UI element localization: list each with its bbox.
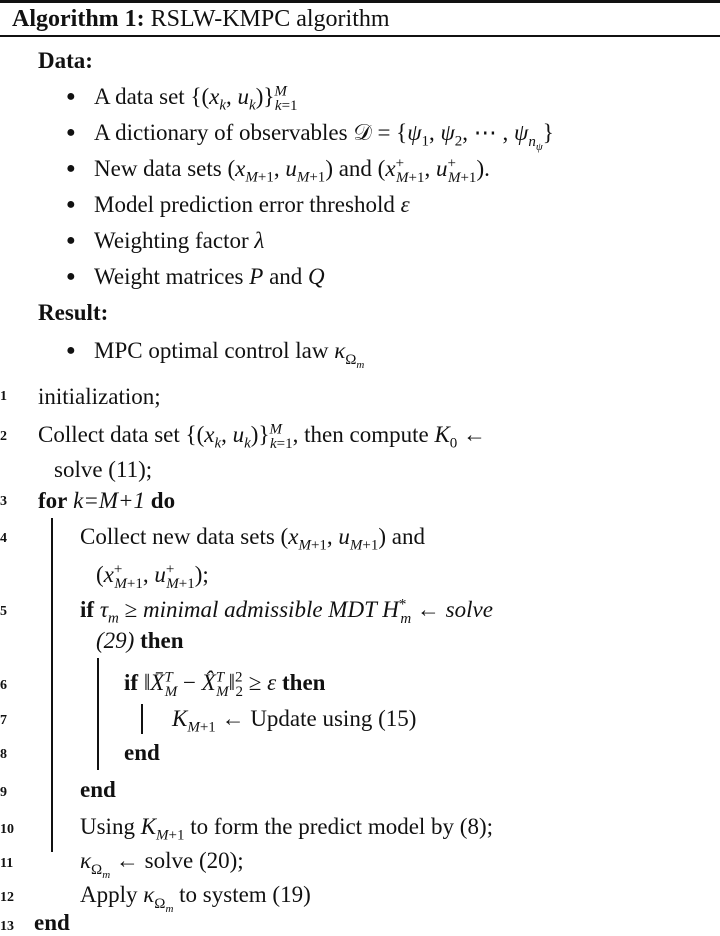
bullet-icon: ● (66, 196, 76, 213)
algorithm-title: RSLW-KMPC algorithm (150, 6, 390, 32)
bullet-icon: ● (66, 88, 76, 105)
bullet-icon: ● (66, 232, 76, 249)
algorithm-caption (12, 6, 390, 33)
bullet-icon: ● (66, 160, 76, 177)
data-heading: Data: (38, 48, 93, 73)
step-number: 6 (0, 678, 7, 693)
step-number: 13 (0, 919, 14, 934)
step-8: end (124, 740, 160, 765)
data-item-2: A dictionary of observables 𝒟 = {$\psi_1$, $\psi_2$, ⋯ , $\psi_{n_\psi}$} (94, 120, 554, 153)
step-5-continued: (29) then (96, 628, 184, 653)
result-item-1: MPC optimal control law $\kappa_{\Omega_m}$ (94, 338, 365, 371)
step-number: 9 (0, 785, 7, 800)
step-1: initialization; (38, 384, 161, 409)
step-7: $K_{M+1}$ ← Update using (15) (172, 706, 417, 736)
top-rule (0, 0, 720, 3)
bullet-icon: ● (66, 268, 76, 285)
step-4: Collect new data sets ($x_{M+1}$, $u_{M+1}$) and (80, 524, 425, 554)
step-4-continued: ($x^+_{M+1}$, $u^+_{M+1}$); (96, 561, 209, 592)
data-item-4: Model prediction error threshold ε (94, 192, 410, 217)
step-10: Using $K_{M+1}$ to form the predict model by (8); (80, 814, 494, 844)
step-5: if $\tau_m$ ≥ minimal admissible MDT $H^*_m$ ← solve (80, 596, 493, 627)
step-number: 5 (0, 604, 7, 619)
for-block-bar (51, 518, 53, 852)
step-number: 12 (0, 890, 14, 905)
step-11: $\kappa_{\Omega_m}$ ← solve (20); (80, 848, 244, 881)
data-item-6: Weight matrices P and Q (94, 264, 325, 289)
step-3: for k=M+1 do (38, 488, 176, 513)
step-12: Apply $\kappa_{\Omega_m}$ to system (19) (80, 882, 311, 915)
data-item-1: A data set {($x_k$, $u_k)\}^M_{k=1}$ (94, 83, 298, 114)
data-item-5: Weighting factor λ (94, 228, 265, 253)
step-6: if ‖X̄$^T_M$ − X̂$^T_M$‖$^2_2$ ≥ ε then (124, 669, 326, 700)
step-number: 3 (0, 494, 7, 509)
result-heading: Result: (38, 300, 109, 325)
step-13: end (34, 910, 70, 935)
step-number: 1 (0, 389, 7, 404)
step-number: 4 (0, 531, 7, 546)
step-number: 11 (0, 856, 14, 871)
step-number: 10 (0, 822, 14, 837)
if-block-bar (97, 658, 99, 770)
algorithm-label: Algorithm 1: (12, 6, 145, 32)
step-number: 8 (0, 747, 7, 762)
inner-if-bar (141, 704, 143, 734)
bullet-icon: ● (66, 124, 76, 141)
step-2: Collect data set {($x_k$, $u_k)\}^M_{k=1}$, then compute $K_0$ ← (38, 421, 487, 452)
bullet-icon: ● (66, 342, 76, 359)
step-number: 7 (0, 713, 7, 728)
caption-rule (0, 35, 720, 37)
step-number: 2 (0, 429, 7, 444)
step-9: end (80, 777, 116, 802)
step-2-continued: solve (11); (54, 457, 153, 482)
data-item-3: New data sets ($x_{M+1}$, $u_{M+1}$) and ($x^+_{M+1}$, $u^+_{M+1}$). (94, 155, 490, 186)
